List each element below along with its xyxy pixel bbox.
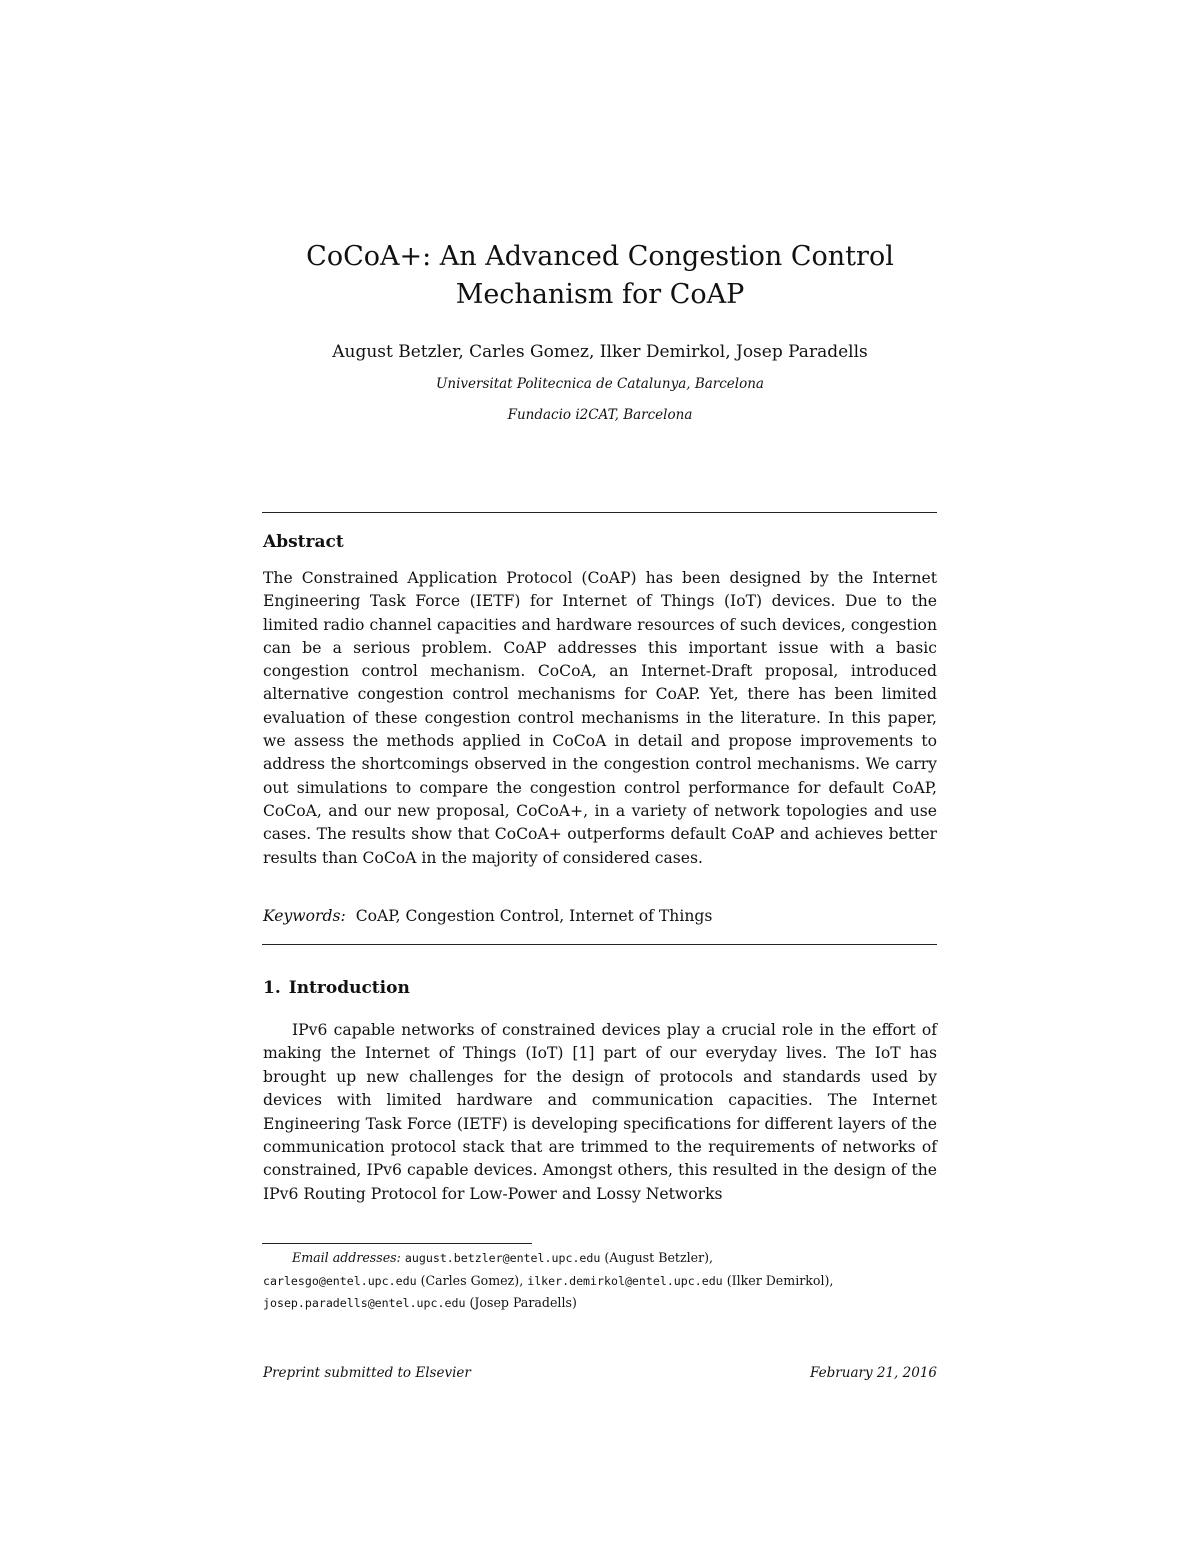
abstract-heading: Abstract bbox=[263, 532, 344, 552]
page-footer bbox=[263, 1363, 937, 1383]
abstract-top-rule bbox=[262, 512, 937, 513]
abstract-bottom-rule bbox=[262, 944, 937, 945]
paper-title bbox=[200, 238, 1000, 314]
affiliation-2: Fundacio i2CAT, Barcelona bbox=[507, 407, 693, 423]
section-number: 1. bbox=[263, 978, 281, 998]
email-2[interactable]: carlesgo@entel.upc.edu bbox=[263, 1273, 417, 1288]
section-title: Introduction bbox=[288, 978, 410, 998]
footnote-rule bbox=[262, 1243, 532, 1244]
email-4[interactable]: josep.paradells@entel.upc.edu bbox=[263, 1296, 466, 1310]
email-4-name: (Josep Paradells) bbox=[469, 1295, 577, 1310]
title-line-1: CoCoA+: An Advanced Congestion Control bbox=[306, 241, 894, 272]
keywords bbox=[263, 905, 937, 928]
author-list: August Betzler, Carles Gomez, Ilker Demirkol, Josep Paradells bbox=[332, 342, 868, 362]
footer-left: Preprint submitted to Elsevier bbox=[263, 1365, 471, 1381]
footnote-label: Email addresses: bbox=[292, 1250, 401, 1265]
email-1[interactable]: august.betzler@entel.upc.edu bbox=[404, 1251, 601, 1265]
keywords-value: CoAP, Congestion Control, Internet of Things bbox=[355, 907, 713, 925]
email-3[interactable]: ilker.demirkol@entel.upc.edu bbox=[527, 1273, 723, 1288]
footer-right: February 21, 2016 bbox=[810, 1365, 937, 1381]
email-2-name: (Carles Gomez), bbox=[420, 1272, 524, 1288]
abstract-text: The Constrained Application Protocol (CoAP) has been designed by the Internet Engineering Task Force (IETF) for Internet of Things (IoT) devices. Due to the limited radio channel capacities and hardware resources of such devices, congestion can be a serious problem. CoAP addresses this important issue with a basic congestion control mechanism. CoCoA, an Internet-Draft proposal, introduced alternative congestion control mechanisms for CoAP. Yet, there has been limited evaluation of these congestion control mechanisms in the literature. In this paper, we assess the methods applied in CoCoA in detail and propose improvements to address the shortcomings observed in the congestion control mechanisms. We carry out simulations to compare the congestion control performance for default CoAP, CoCoA, and our new proposal, CoCoA+, in a variety of network topologies and use cases. The results show that CoCoA+ outperforms default CoAP and achieves better results than CoCoA in the majority of considered cases. bbox=[263, 569, 937, 867]
keywords-label: Keywords: bbox=[263, 907, 346, 925]
title-line-2: Mechanism for CoAP bbox=[455, 279, 745, 310]
affiliation-1: Universitat Politecnica de Catalunya, Barcelona bbox=[436, 376, 764, 392]
email-3-name: (Ilker Demirkol), bbox=[726, 1272, 834, 1288]
email-1-name: (August Betzler), bbox=[604, 1250, 714, 1265]
section-heading bbox=[263, 978, 410, 998]
footnote-emails bbox=[263, 1247, 943, 1315]
introduction-text: IPv6 capable networks of constrained devices play a crucial role in the effort of making the Internet of Things (IoT) [1] part of our everyday lives. The IoT has brought up new challenges for the design of protocols and standards used by devices with limited hardware and communication capacities. The Internet Engineering Task Force (IETF) is developing specifications for different layers of the communication protocol stack that are trimmed to the requirements of networks of constrained, IPv6 capable devices. Amongst others, this resulted in the design of the IPv6 Routing Protocol for Low-Power and Lossy Networks bbox=[263, 1021, 937, 1203]
